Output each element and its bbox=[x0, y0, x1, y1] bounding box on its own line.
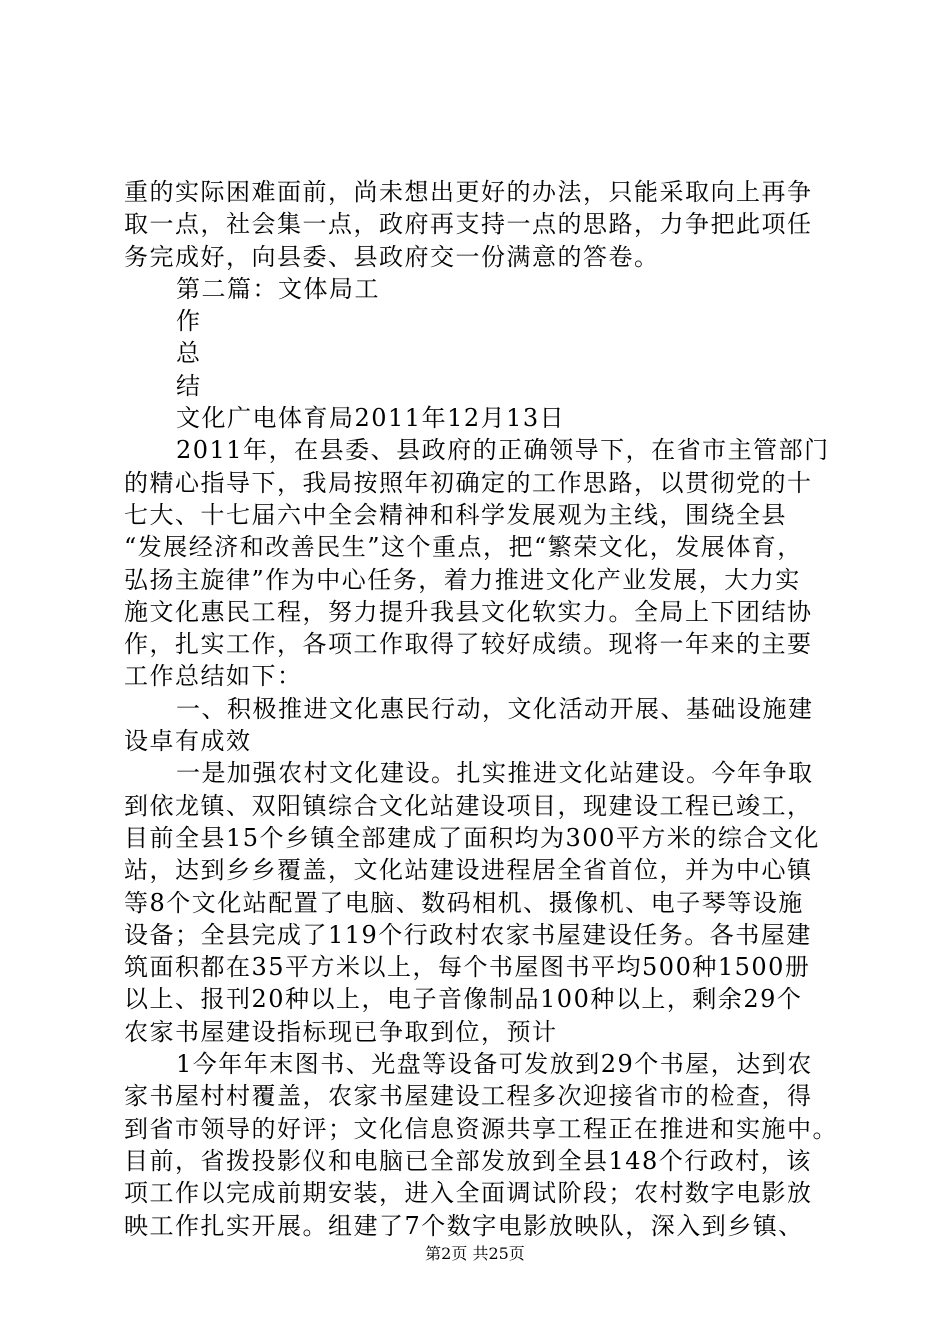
text-line: 目前全县15个乡镇全部建成了面积均为300平方米的综合文化 bbox=[124, 823, 820, 852]
text-line: 七大、十七届六中全会精神和科学发展观为主线，围绕全县 bbox=[124, 500, 787, 529]
text-line: 站，达到乡乡覆盖，文化站建设进程居全省首位，并为中心镇 bbox=[124, 856, 813, 885]
text-line: 务完成好，向县委、县政府交一份满意的答卷。 bbox=[124, 242, 660, 271]
text-line: 文化广电体育局2011年12月13日 bbox=[176, 404, 566, 433]
text-line: 2011年，在县委、县政府的正确领导下，在省市主管部门 bbox=[176, 436, 830, 465]
text-line: 取一点，社会集一点，政府再支持一点的思路，力争把此项任 bbox=[124, 210, 813, 239]
text-line: 一是加强农村文化建设。扎实推进文化站建设。今年争取 bbox=[176, 759, 814, 788]
text-line: 到省市领导的好评；文化信息资源共享工程正在推进和实施中。 bbox=[124, 1114, 838, 1143]
text-line: 家书屋村村覆盖，农家书屋建设工程多次迎接省市的检查，得 bbox=[124, 1082, 813, 1111]
text-line: “发展经济和改善民生”这个重点，把“繁荣文化，发展体育， bbox=[124, 533, 803, 562]
text-line: 结 bbox=[176, 371, 202, 400]
text-line: 一、积极推进文化惠民行动，文化活动开展、基础设施建 bbox=[176, 694, 814, 723]
text-line: 项工作以完成前期安装，进入全面调试阶段；农村数字电影放 bbox=[124, 1179, 813, 1208]
text-line: 映工作扎实开展。组建了7个数字电影放映队，深入到乡镇、 bbox=[124, 1211, 804, 1240]
page-footer: 第2页 共25页 bbox=[425, 1244, 525, 1263]
document-body bbox=[124, 176, 844, 1242]
text-line: 到依龙镇、双阳镇综合文化站建设项目，现建设工程已竣工， bbox=[124, 791, 813, 820]
text-line: 筑面积都在35平方米以上，每个书屋图书平均500种1500册 bbox=[124, 953, 811, 982]
text-line: 设备；全县完成了119个行政村农家书屋建设任务。各书屋建 bbox=[124, 920, 812, 949]
text-line: 重的实际困难面前，尚未想出更好的办法，只能采取向上再争 bbox=[124, 178, 813, 206]
text-line: 施文化惠民工程，努力提升我县文化软实力。全局上下团结协 bbox=[124, 597, 813, 626]
text-line: 弘扬主旋律”作为中心任务，着力推进文化产业发展，大力实 bbox=[124, 565, 801, 594]
text-line: 以上、报刊20种以上，电子音像制品100种以上，剩余29个 bbox=[124, 985, 803, 1014]
text-line: 工作总结如下： bbox=[124, 662, 303, 691]
text-line: 的精心指导下，我局按照年初确定的工作思路，以贯彻党的十 bbox=[124, 468, 813, 497]
text-line: 等8个文化站配置了电脑、数码相机、摄像机、电子琴等设施 bbox=[124, 888, 804, 917]
text-line: 1今年年末图书、光盘等设备可发放到29个书屋，达到农 bbox=[176, 1050, 813, 1079]
text-line: 设卓有成效 bbox=[124, 727, 252, 756]
text-line: 总 bbox=[176, 339, 202, 368]
text-line: 目前，省拨投影仪和电脑已全部发放到全县148个行政村，该 bbox=[124, 1146, 812, 1175]
text-line: 作 bbox=[176, 307, 202, 336]
text-line: 作，扎实工作，各项工作取得了较好成绩。现将一年来的主要 bbox=[124, 630, 813, 659]
text-line: 农家书屋建设指标现已争取到位，预计 bbox=[124, 1017, 558, 1046]
text-line: 第二篇：文体局工 bbox=[176, 274, 380, 303]
